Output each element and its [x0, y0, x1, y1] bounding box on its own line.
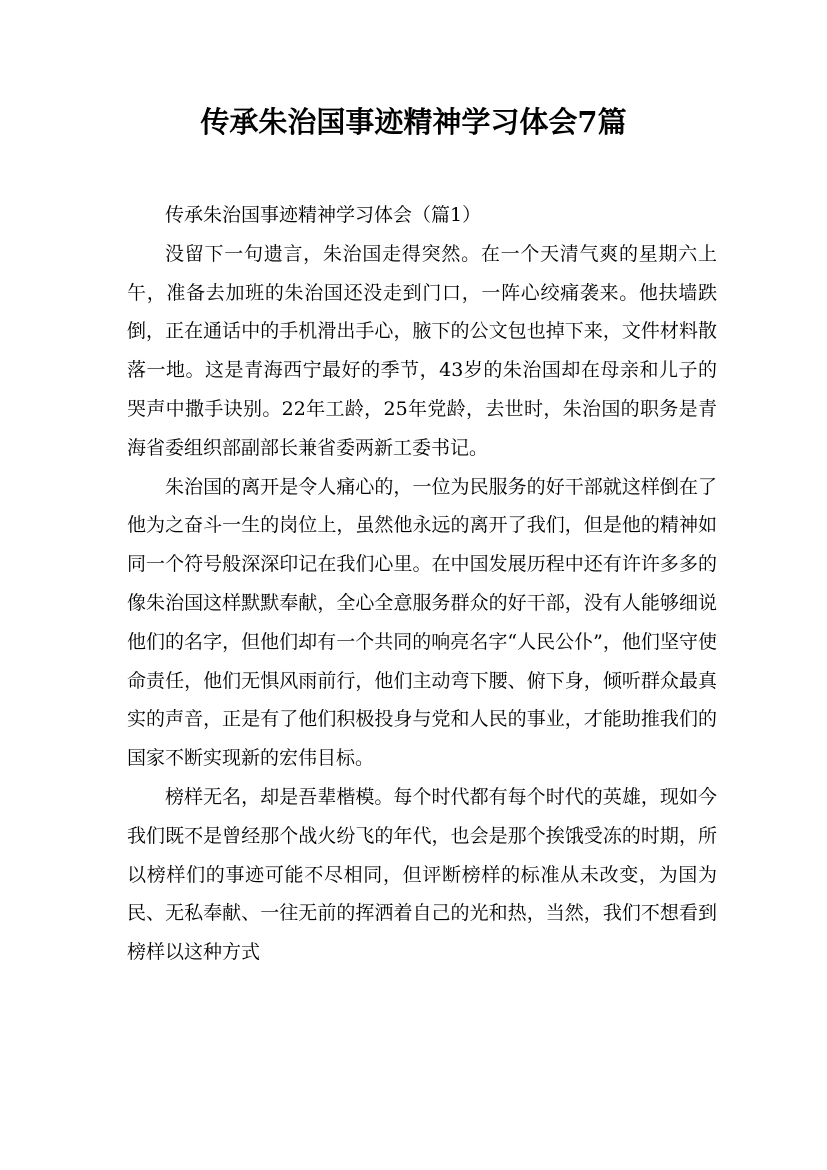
paragraph-1: 没留下一句遗言，朱治国走得突然。在一个天清气爽的星期六上午，准备去加班的朱治国还没走到门口，一阵心绞痛袭来。他扶墙跌倒，正在通话中的手机滑出手心，腋下的公文包也掉下来，文件材料散落一地。这是青海西宁最好的季节，43岁的朱治国却在母亲和儿子的哭声中撒手诀别。22年工龄，25年党龄，去世时，朱治国的职务是青海省委组织部副部长兼省委两新工委书记。	[127, 242, 717, 459]
document-body	[127, 196, 717, 972]
paragraph-3: 榜样无名，却是吾辈楷模。每个时代都有每个时代的英雄，现如今我们既不是曾经那个战火纷飞的年代，也会是那个挨饿受冻的时期，所以榜样们的事迹可能不尽相同，但评断榜样的标准从未改变，为国为民、无私奉献、一往无前的挥洒着自己的光和热，当然，我们不想看到榜样以这种方式	[127, 785, 717, 964]
section-heading: 传承朱治国事迹精神学习体会（篇1）	[165, 204, 482, 226]
paragraph-2: 朱治国的离开是令人痛心的，一位为民服务的好干部就这样倒在了他为之奋斗一生的岗位上，虽然他永远的离开了我们，但是他的精神如同一个符号般深深印记在我们心里。在中国发展历程中还有许许多多的像朱治国这样默默奉献，全心全意服务群众的好干部，没有人能够细说他们的名字，但他们却有一个共同的响亮名字“人民公仆”，他们坚守使命责任，他们无惧风雨前行，他们主动弯下腰、俯下身，倾听群众最真实的声音，正是有了他们积极投身与党和人民的事业，才能助推我们的国家不断实现新的宏伟目标。	[127, 475, 717, 770]
document-title: 传承朱治国事迹精神学习体会7篇	[200, 105, 627, 139]
